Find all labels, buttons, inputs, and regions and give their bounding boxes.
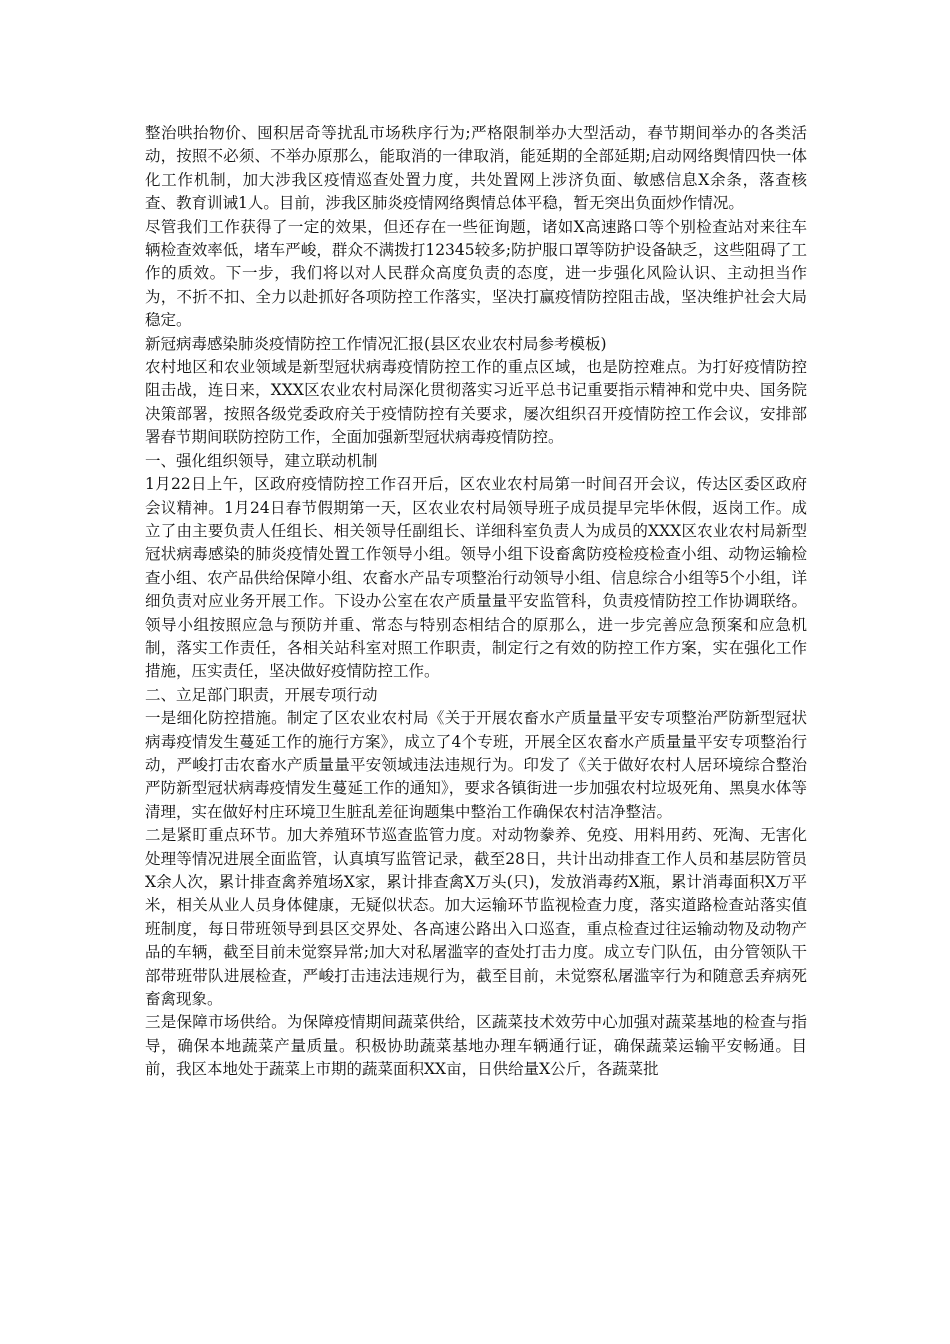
paragraph-key-links: 二是紧盯重点环节。加大养殖环节巡查监管力度。对动物豢养、免疫、用料用药、死淘、无害化处理等情况进展全面监管，认真填写监管记录，截至28日，共计出动排查工作人员和基层防管员X余人次，累计排查禽养殖场X家，累计排查禽X万头(只)，发放消毒药X瓶，累计消毒面积X万平米，相关从业人员身体健康，无疑似状态。加大运输环节监视检查力度，落实道路检查站落实值班制度，每日带班领导到县区交界处、各高速公路出入口巡查，重点检查过往运输动物及动物产品的车辆，截至目前未觉察异常;加大对私屠滥宰的查处打击力度。成立专门队伍，由分管领队干部带班带队进展检查，严峻打击违法违规行为，截至目前，未觉察私屠滥宰行为和随意丢弃病死畜禽现象。: [145, 826, 807, 1009]
paragraph-measures: 一是细化防控措施。制定了区农业农村局《关于开展农畜水产质量量平安专项整治严防新型冠状病毒疫情发生蔓延工作的施行方案》，成立了4个专班，开展全区农畜水产质量量平安专项整治行动，严峻打击农畜水产质量量平安领域违法违规行为。印发了《关于做好农村人居环境综合整治严防新型冠状病毒疫情发生蔓延工作的通知》，要求各镇街进一步加强农村垃圾死角、黑臭水体等清理，实在做好村庄环境卫生脏乱差征询题集中整治工作确保农村洁净整洁。: [145, 709, 807, 821]
paragraph-leadership: 1月22日上午，区政府疫情防控工作召开后，区农业农村局第一时间召开会议，传达区委区政府会议精神。1月24日春节假期第一天，区农业农村局领导班子成员提早完毕休假，返岗工作。成立了由主要负责人任组长、相关领导任副组长、详细科室负责人为成员的XXX区农业农村局新型冠状病毒感染的肺炎疫情处置工作领导小组。领导小组下设畜禽防疫检疫检查小组、动物运输检查小组、农产品供给保障小组、农畜水产品专项整治行动领导小组、信息综合小组等5个小组，详细负责对应业务开展工作。下设办公室在农产质量量平安监管科，负责疫情防控工作协调联络。领导小组按照应急与预防并重、常态与特别态相结合的原那么，进一步完善应急预案和应急机制，落实工作责任，各相关站科室对照工作职责，制定行之有效的防控工作方案，实在强化工作措施，压实责任，坚决做好疫情防控工作。: [145, 475, 807, 681]
paragraph-problems-next-steps: 尽管我们工作获得了一定的效果，但还存在一些征询题，诸如X高速路口等个别检查站对来往车辆检查效率低，堵车严峻，群众不满拨打12345较多;防护服口罩等防护设备缺乏，这些阻碍了工作的质效。下一步，我们将以对人民群众高度负责的态度，进一步强化风险认识、主动担当作为，不折不扣、全力以赴抓好各项防控工作落实，坚决打赢疫情防控阻击战，坚决维护社会大局稳定。: [145, 217, 807, 330]
section-heading-1: 一、强化组织领导，建立联动机制: [145, 451, 378, 470]
document-body: [145, 122, 807, 1082]
paragraph-market-supply: 三是保障市场供给。为保障疫情期间蔬菜供给，区蔬菜技术效劳中心加强对蔬菜基地的检查与指导，确保本地蔬菜产量质量。积极协助蔬菜基地办理车辆通行证，确保蔬菜运输平安畅通。目前，我区本地处于蔬菜上市期的蔬菜面积XX亩，日供给量X公斤，各蔬菜批: [145, 1013, 807, 1079]
paragraph-intro: 农村地区和农业领域是新型冠状病毒疫情防控工作的重点区域，也是防控难点。为打好疫情防控阻击战，连日来，XXX区农业农村局深化贯彻落实习近平总书记重要指示精神和党中央、国务院决策部署，按照各级党委政府关于疫情防控有关要求，屡次组织召开疫情防控工作会议，安排部署春节期间联防控防工作，全面加强新型冠状病毒疫情防控。: [145, 358, 807, 447]
section-heading-2: 二、立足部门职责，开展专项行动: [145, 685, 378, 704]
report-title: 新冠病毒感染肺炎疫情防控工作情况汇报(县区农业农村局参考模板): [145, 334, 607, 353]
paragraph-epidemic-order: 整治哄抬物价、囤积居奇等扰乱市场秩序行为;严格限制举办大型活动，春节期间举办的各类活动，按照不必须、不举办原那么，能取消的一律取消，能延期的全部延期;启动网络舆情四快一体化工作机制，加大涉我区疫情巡查处置力度，共处置网上涉济负面、敏感信息X余条，落查核查、教育训诫1人。目前，涉我区肺炎疫情网络舆情总体平稳，暂无突出负面炒作情况。: [145, 124, 807, 213]
